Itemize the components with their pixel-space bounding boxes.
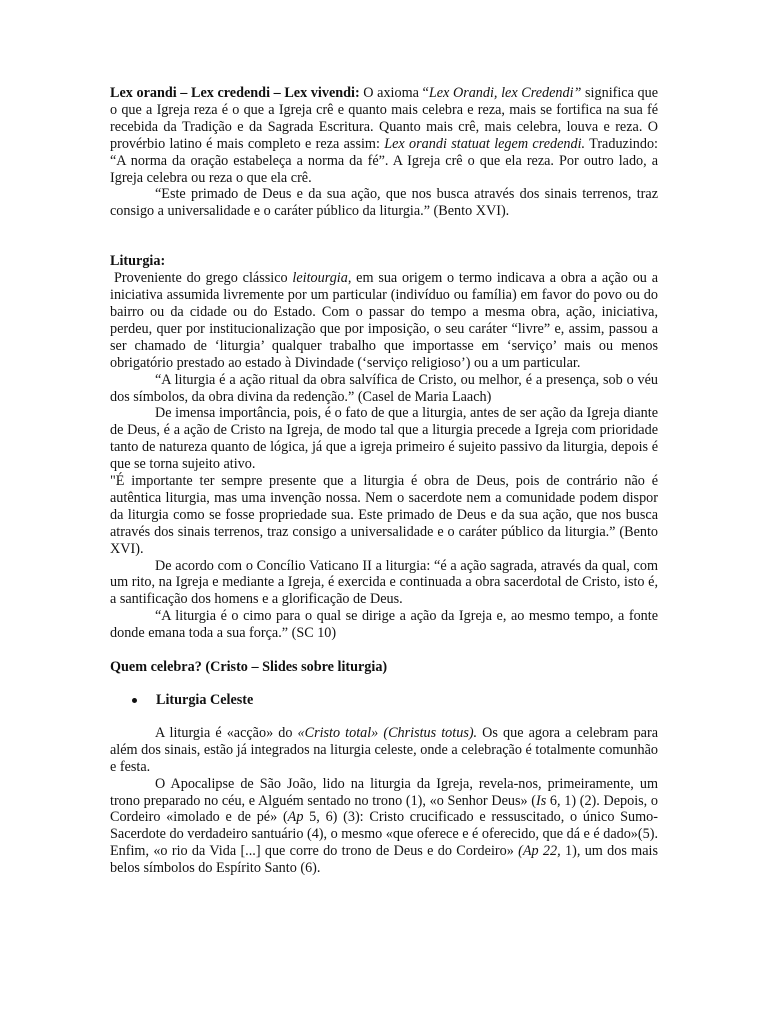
quote-casel: “A liturgia é a ação ritual da obra salvífica de Cristo, ou melhor, é a presença, sob o véu dos símbolos, da obra divina da redenção.” (Casel de Maria Laach) bbox=[110, 371, 658, 405]
document-body bbox=[110, 85, 658, 877]
heading-lex-orandi: Lex orandi – Lex credendi – Lex vivendi: bbox=[110, 85, 360, 101]
paragraph-leitourgia: Proveniente do grego clássico leitourgia, em sua origem o termo indicava a obra a ação ou a iniciativa assumida livremente por um particular (indivíduo ou família) em favor do povo ou do bairro ou da cidade ou do Estado. Com o passar do tempo a mesma obra, ação, iniciativa, perdeu, quer por institucionalização que por imposição, o seu caráter “livre” e, assim, passou a ser chamado de ‘liturgia’ qualquer trabalho que importasse em ‘serviço’ mais ou menos obrigatório prestado ao estado à Divindade (‘serviço religioso’) ou a um particular. bbox=[110, 270, 658, 371]
quote-bento-xvi: “Este primado de Deus e da sua ação, que nos busca através dos sinais terrenos, traz consigo a universalidade e o caráter público da liturgia.” (Bento XVI). bbox=[110, 186, 658, 220]
quote-obra-de-deus: "É importante ter sempre presente que a liturgia é obra de Deus, pois de contrário não é autêntica liturgia, mas uma invenção nossa. Nem o sacerdote nem a comunidade podem dispor da liturgia como se fosse propriedade sua. Este primado de Deus e da sua ação, que nos busca através dos sinais terrenos, traz consigo a universalidade e o caráter público da liturgia.” (Bento XVI). bbox=[110, 473, 658, 557]
paragraph-cristo-total: A liturgia é «acção» do «Cristo total» (Christus totus). Os que agora a celebram para além dos sinais, estão já integrados na liturgia celeste, onde a celebração é totalmente comunhão e festa. bbox=[110, 724, 659, 775]
quote-sc10: “A liturgia é o cimo para o qual se dirige a ação da Igreja e, ao mesmo tempo, a fonte donde emana toda a sua força.” (SC 10) bbox=[110, 608, 658, 642]
paragraph-lex-orandi: Lex orandi – Lex credendi – Lex vivendi: O axioma “Lex Orandi, lex Credendi” significa que o que a Igreja reza é o que a Igreja crê e quanto mais celebra e reza, mais se fortifica na sua fé recebida da Tradição e da Sagrada Escritura. Quanto mais crê, mais celebra, louva e reza. O provérbio latino é mais completo e reza assim: Lex orandi statuat legem credendi. Traduzindo: “A norma da oração estabeleça a norma da fé”. A Igreja crê o que ela reza. Por outro lado, a Igreja celebra ou reza o que ela crê. bbox=[110, 85, 658, 186]
paragraph-importancia: De imensa importância, pois, é o fato de que a liturgia, antes de ser ação da Igreja diante de Deus, é a ação de Cristo na Igreja, de modo tal que a liturgia precede a Igreja com prioridade tanto de natureza quanto de lógica, já que a igreja primeiro é sujeito passivo da liturgia, depois é que se torna sujeito ativo. bbox=[110, 405, 658, 473]
paragraph-apocalipse: O Apocalipse de São João, lido na liturgia da Igreja, revela-nos, primeiramente, um trono preparado no céu, e Alguém sentado no trono (1), «o Senhor Deus» (Is 6, 1) (2). Depois, o Cordeiro «imolado e de pé» (Ap 5, 6) (3): Cristo crucificado e ressuscitado, o único Sumo-Sacerdote do verdadeiro santuário (4), o mesmo «que oferece e é oferecido, que dá e é dado»(5). Enfim, «o rio da Vida [...] que corre do trono de Deus e do Cordeiro» (Ap 22, 1), um dos mais belos símbolos do Espírito Santo (6). bbox=[110, 775, 658, 877]
paragraph-vaticano-ii: De acordo com o Concílio Vaticano II a liturgia: “é a ação sagrada, através da qual, com um rito, na Igreja e mediante a Igreja, é exercida e continuada a obra sacerdotal de Cristo, isto é, a santificação dos homens e a glorificação de Deus. bbox=[110, 557, 658, 608]
bullet-icon bbox=[132, 698, 137, 703]
bullet-list bbox=[110, 692, 658, 709]
heading-liturgia: Liturgia: bbox=[110, 253, 166, 270]
list-item: Liturgia Celeste bbox=[110, 692, 658, 709]
heading-quem-celebra: Quem celebra? (Cristo – Slides sobre liturgia) bbox=[110, 659, 388, 676]
